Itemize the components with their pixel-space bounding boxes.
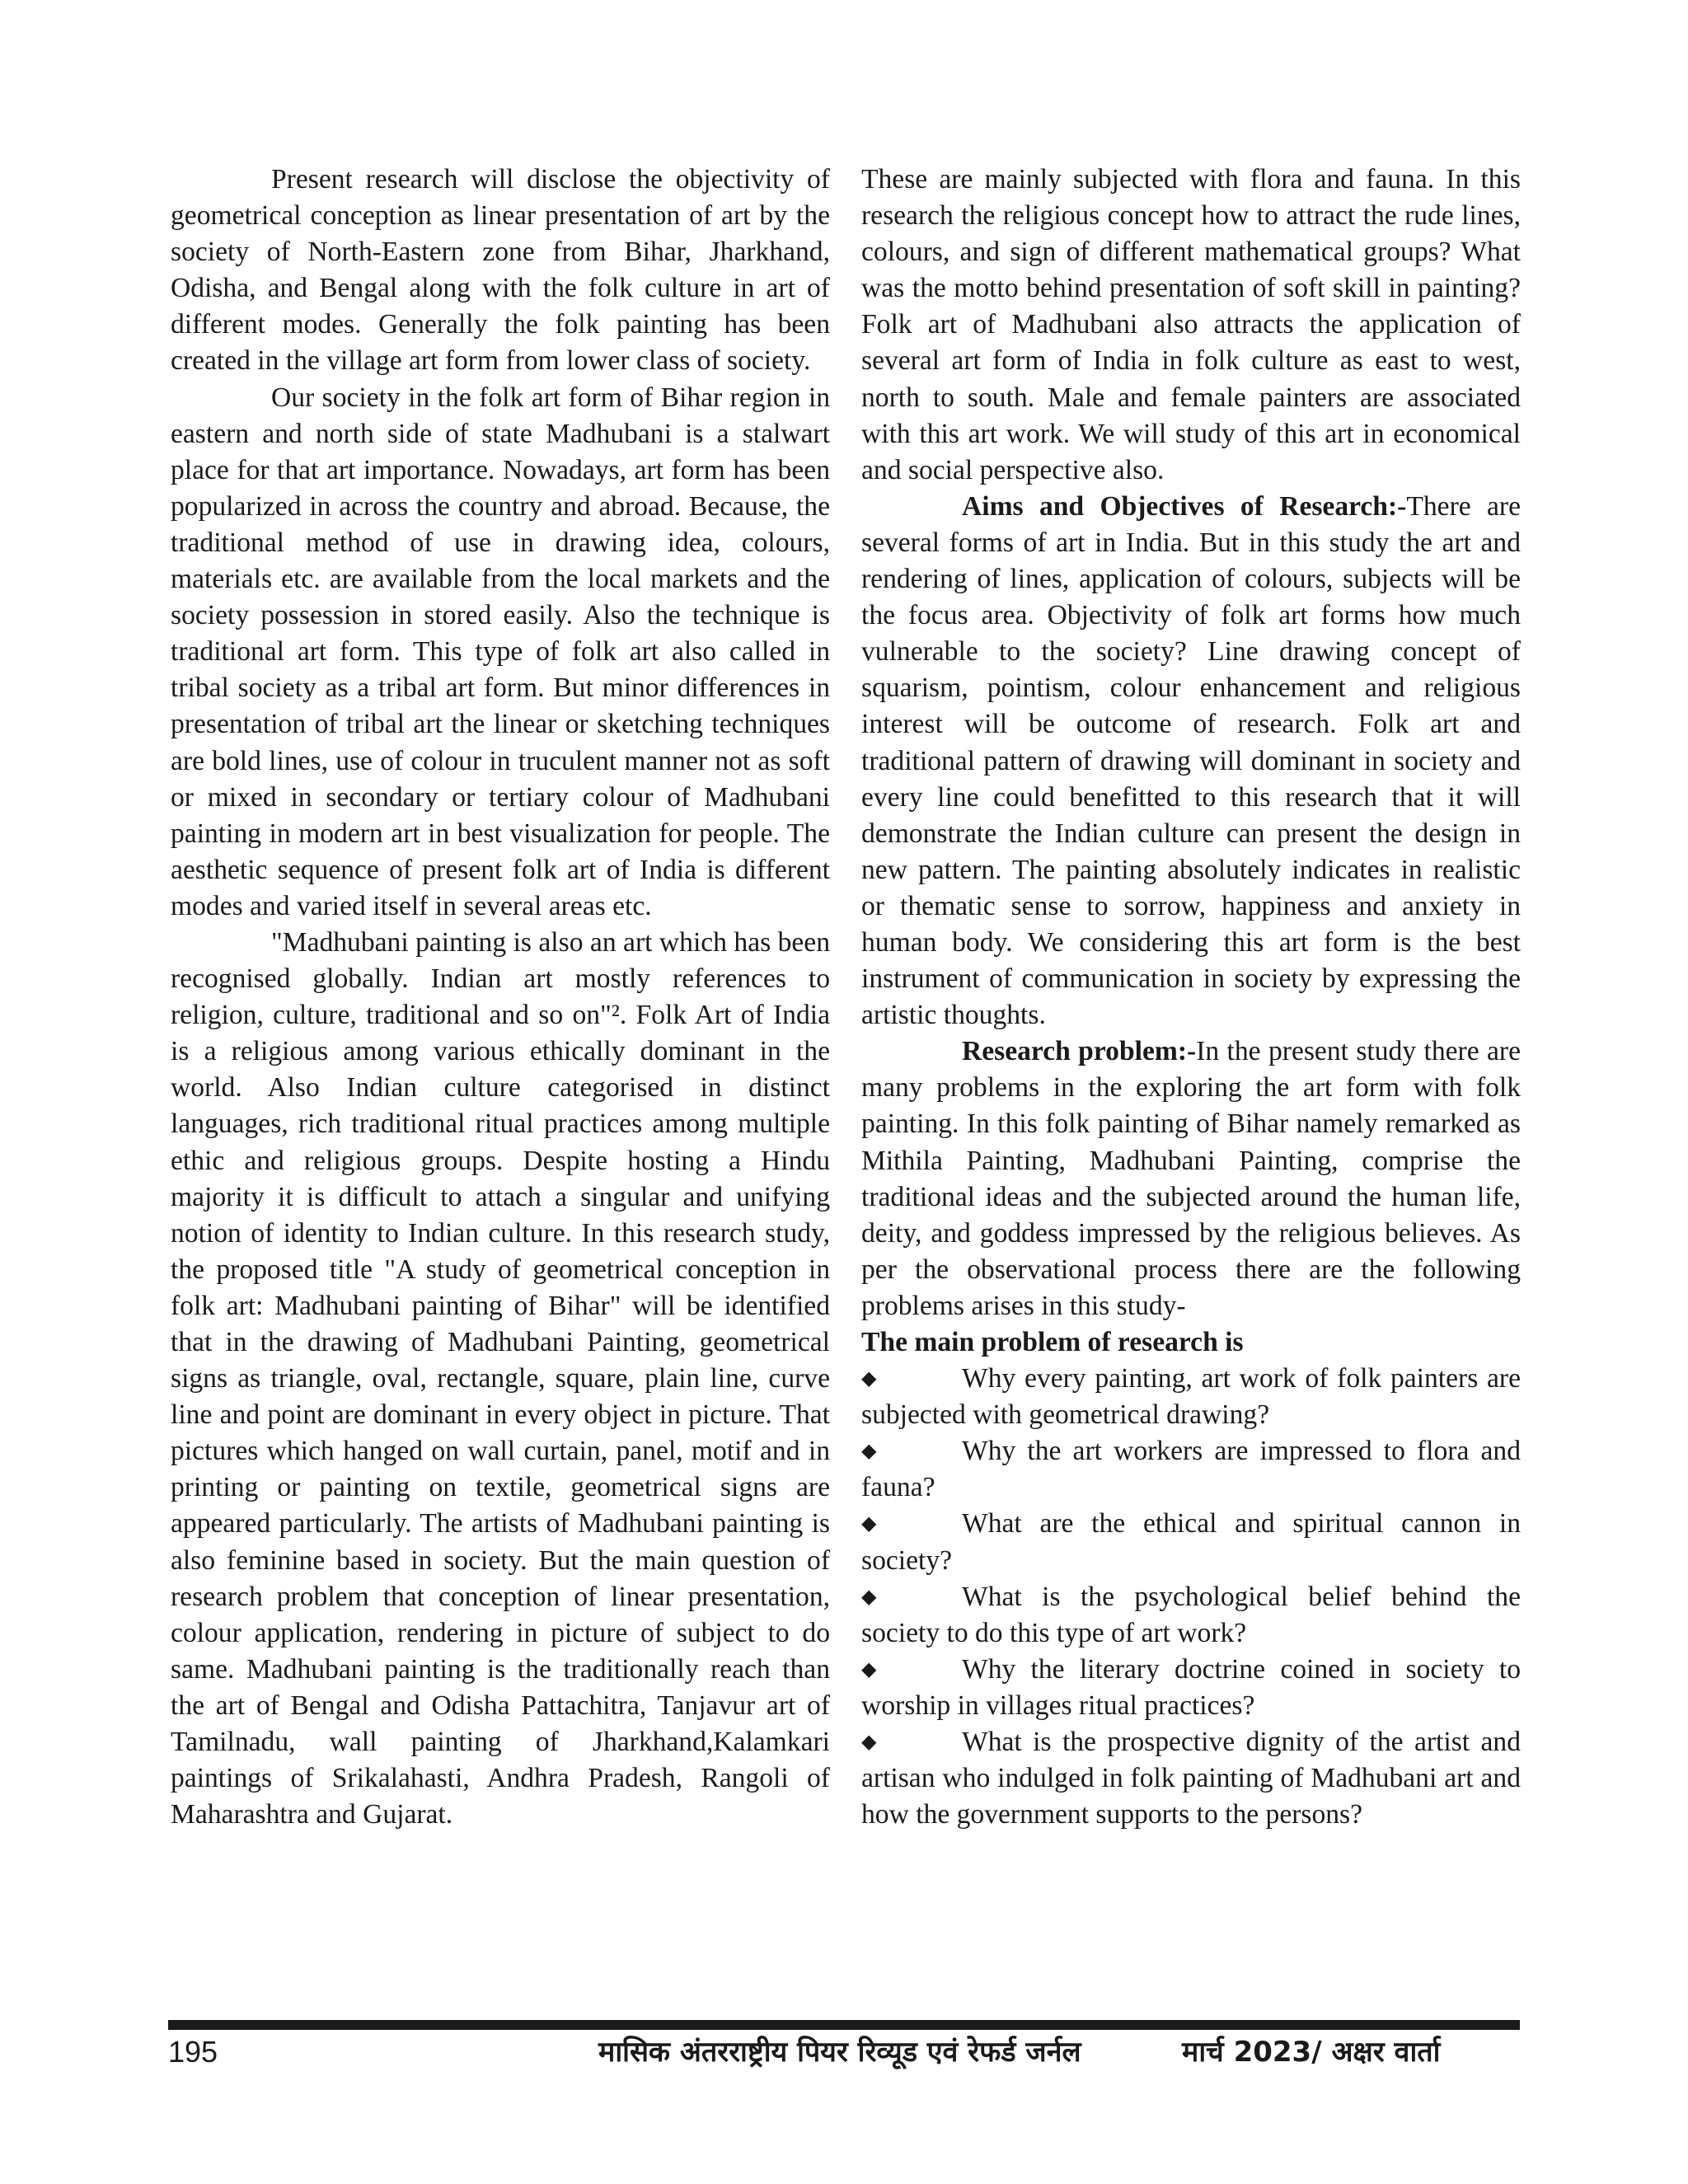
body-paragraph: These are mainly subjected with flora and fauna. In this research the religious concept how to attract the rude lines, colours, and sign of different mathematical groups? What was the motto behind presentation of soft skill in painting? Folk art of Madhubani also attracts the application of several art form of India in folk culture as east to west, north to south. Male and female painters are associated with this art work. We will study of this art in economical and social perspective also.	[861, 164, 1521, 485]
footer-divider	[168, 2020, 1520, 2030]
diamond-bullet-icon: ◆	[861, 1368, 877, 1390]
list-item-text: What is the psychological belief behind the society to do this type of art work?	[861, 1581, 1521, 1648]
list-item	[861, 1579, 1521, 1652]
page-number: 195	[168, 2035, 218, 2069]
body-paragraph: Present research will disclose the objectivity of geometrical conception as linear presentation of art by the society of North-Eastern zone from Bihar, Jharkhand, Odisha, and Bengal along with the folk culture in art of different modes. Generally the folk painting has been created in the village art form from lower class of society.	[171, 164, 830, 377]
list-item-text: Why the literary doctrine coined in society to worship in villages ritual practices?	[861, 1653, 1521, 1721]
list-item	[861, 1724, 1521, 1833]
diamond-bullet-icon: ◆	[861, 1441, 877, 1463]
diamond-bullet-icon: ◆	[861, 1586, 877, 1608]
list-item-text: Why every painting, art work of folk painters are subjected with geometrical drawing?	[861, 1363, 1521, 1431]
diamond-bullet-icon: ◆	[861, 1658, 877, 1680]
aims-heading: Aims and Objectives of Research:-	[962, 490, 1407, 522]
diamond-bullet-icon: ◆	[861, 1732, 877, 1754]
problem-paragraph	[861, 1033, 1521, 1324]
aims-paragraph	[861, 489, 1521, 1033]
list-item	[861, 1433, 1521, 1506]
list-item	[861, 1652, 1521, 1724]
diamond-bullet-icon: ◆	[861, 1513, 877, 1535]
list-item-text: What is the prospective dignity of the artist and artisan who indulged in folk painting of Madhubani art and how the government supports to the persons?	[861, 1727, 1521, 1830]
page-footer	[168, 2032, 1520, 2072]
body-paragraph: Our society in the folk art form of Bihar region in eastern and north side of state Madhubani is a stalwart place for that art importance. Nowadays, art form has been popularized in across the country and abroad. Because, the traditional method of use in drawing idea, colours, materials etc. are available from the local markets and the society possession in stored easily. Also the technique is traditional art form. This type of folk art also called in tribal society as a tribal art form. But minor differences in presentation of tribal art the linear or sketching techniques are bold lines, use of colour in truculent manner not as soft or mixed in secondary or tertiary colour of Madhubani painting in modern art in best visualization for people. The aesthetic sequence of present folk art of India is different modes and varied itself in several areas etc.	[171, 382, 830, 921]
body-paragraph: "Madhubani painting is also an art which has been recognised globally. Indian art mostly references to religion, culture, traditional and so on"². Folk Art of India is a religious among various ethically dominant in the world. Also Indian culture categorised in distinct languages, rich traditional ritual practices among multiple ethic and religious groups. Despite hosting a Hindu majority it is difficult to attach a singular and unifying notion of identity to Indian culture. In this research study, the proposed title "A study of geometrical conception in folk art: Madhubani painting of Bihar" will be identified that in the drawing of Madhubani Painting, geometrical signs as triangle, oval, rectangle, square, plain line, curve line and point are dominant in every object in picture. That pictures which hanged on wall curtain, panel, motif and in printing or painting on textile, geometrical signs are appeared particularly. The artists of Madhubani painting is also feminine based in society. But the main question of research problem that conception of linear presentation, colour application, rendering in picture of subject to do same. Madhubani painting is the traditionally reach than the art of Bengal and Odisha Pattachitra, Tanjavur art of Tamilnadu, wall painting of Jharkhand,Kalamkari paintings of Srikalahasti, Andhra Pradesh, Rangoli of Maharashtra and Gujarat.	[171, 926, 830, 1830]
list-item	[861, 1506, 1521, 1578]
problem-list	[861, 1361, 1521, 1833]
issue-label: मार्च 2023/ अक्षर वार्ता	[1182, 2036, 1441, 2069]
list-item	[861, 1361, 1521, 1433]
journal-name: मासिक अंतरराष्ट्रीय पियर रिव्यूड एवं रेफर्ड जर्नल	[598, 2036, 1081, 2069]
list-item-text: Why the art workers are impressed to flora and fauna?	[861, 1436, 1521, 1503]
right-column	[861, 162, 1521, 1833]
list-item-text: What are the ethical and spiritual cannon in society?	[861, 1508, 1521, 1576]
research-problem-text: In the present study there are many problems in the exploring the art form with folk painting. In this folk painting of Bihar namely remarked as Mithila Painting, Madhubani Painting, comprise the traditional ideas and the subjected around the human life, deity, and goddess impressed by the religious believes. As per the observational process there are the following problems arises in this study-	[861, 1036, 1521, 1321]
main-problem-heading: The main problem of research is	[861, 1327, 1244, 1357]
left-column	[171, 162, 830, 1833]
research-problem-heading: Research problem:-	[962, 1036, 1197, 1067]
aims-text: There are several forms of art in India. But in this study the art and rendering of lines, application of colours, subjects will be the focus area. Objectivity of folk art forms how much vulnerable to the society? Line drawing concept of squarism, pointism, colour enhancement and religious interest will be outcome of research. Folk art and traditional pattern of drawing will dominant in society and every line could benefitted to this research that it will demonstrate the Indian culture can present the design in new pattern. The painting absolutely indicates in realistic or thematic sense to sorrow, happiness and anxiety in human body. We considering this art form is the best instrument of communication in society by expressing the artistic thoughts.	[861, 490, 1521, 1031]
